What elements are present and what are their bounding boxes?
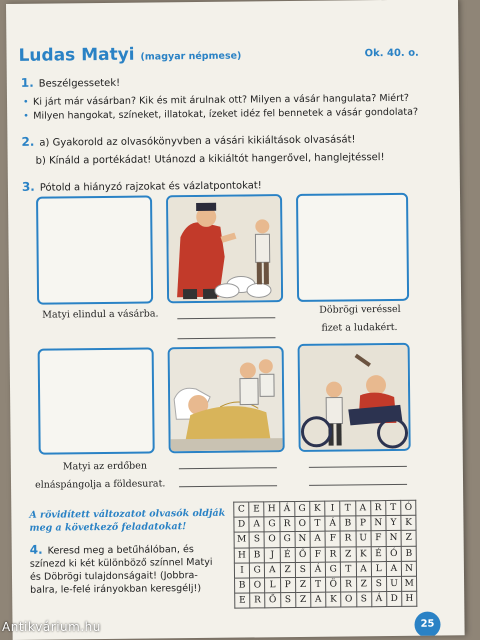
grid-cell[interactable]: Y	[386, 516, 401, 531]
drawing-box-3[interactable]	[296, 193, 409, 302]
grid-cell[interactable]: A	[265, 562, 280, 577]
grid-cell[interactable]: Ó	[386, 546, 401, 561]
caption-4a: Matyi az erdőben	[62, 460, 148, 473]
watermark: Antikvárium.hu	[2, 620, 101, 634]
grid-cell[interactable]: B	[249, 547, 264, 562]
page-number: 25	[414, 611, 440, 637]
caption-3a: Döbrögi veréssel	[319, 303, 401, 316]
grid-cell[interactable]: O	[295, 517, 310, 532]
grid-cell[interactable]: Z	[356, 577, 371, 592]
grid-cell[interactable]: U	[356, 531, 371, 546]
grid-cell[interactable]: Ő	[295, 547, 310, 562]
grid-cell[interactable]: K	[401, 515, 416, 530]
grid-cell[interactable]: R	[279, 517, 294, 532]
grid-cell[interactable]: U	[386, 576, 401, 591]
grid-cell[interactable]: Z	[401, 531, 416, 546]
grid-cell[interactable]: B	[401, 546, 416, 561]
task-2b: b) Kínáld a portékádat! Utánozd a kikiáltót hangerővel, hanglejtéssel!	[35, 152, 385, 167]
grid-cell[interactable]: T	[310, 577, 325, 592]
grid-cell[interactable]: Z	[295, 577, 310, 592]
grid-cell[interactable]: S	[249, 532, 264, 547]
grid-cell[interactable]: K	[310, 501, 325, 516]
grid-cell[interactable]: Á	[371, 592, 386, 607]
grid-cell[interactable]: Ő	[265, 593, 280, 608]
illustration-matyi-and-lord	[168, 196, 281, 301]
grid-cell[interactable]: L	[371, 561, 386, 576]
grid-cell[interactable]: O	[264, 532, 279, 547]
workbook-page	[6, 0, 465, 640]
illustration-box-2	[166, 194, 283, 303]
grid-cell[interactable]: M	[234, 532, 249, 547]
grid-cell[interactable]: N	[371, 516, 386, 531]
grid-cell[interactable]: R	[325, 547, 340, 562]
task-1-bullet-2: • Milyen hangokat, színeket, illatokat, ízeket idéz fel bennetek a vásár gondolata?	[33, 107, 418, 122]
grid-cell[interactable]: A	[355, 501, 370, 516]
grid-cell[interactable]: D	[234, 517, 249, 532]
caption-3b: fizet a ludakért.	[321, 321, 398, 334]
instruction-text: A rövidített változatot olvasók oldják meg a következő feladatokat!	[29, 507, 226, 534]
grid-cell[interactable]: J	[265, 547, 280, 562]
page-title: Ludas Matyi (magyar népmese)	[18, 44, 242, 66]
page-subtitle: (magyar népmese)	[140, 50, 242, 63]
caption-4b: elnáspángolja a földesurat.	[34, 478, 166, 491]
grid-cell[interactable]: P	[280, 577, 295, 592]
caption-1: Matyi elindul a vásárba.	[42, 308, 159, 321]
answer-line-2[interactable]	[178, 337, 276, 339]
grid-cell[interactable]: É	[280, 547, 295, 562]
grid-cell[interactable]: Z	[295, 592, 310, 607]
answer-line-5[interactable]	[309, 466, 407, 468]
grid-cell[interactable]: I	[234, 563, 249, 578]
grid-cell[interactable]: F	[310, 547, 325, 562]
grid-row	[235, 591, 417, 608]
grid-cell[interactable]: T	[340, 501, 355, 516]
grid-cell[interactable]: É	[371, 546, 386, 561]
grid-cell[interactable]: O	[250, 578, 265, 593]
grid-cell[interactable]: H	[264, 502, 279, 517]
grid-cell[interactable]: A	[386, 561, 401, 576]
grid-cell[interactable]: I	[325, 501, 340, 516]
grid-cell[interactable]: A	[356, 561, 371, 576]
illustration-box-6	[298, 343, 411, 452]
grid-cell[interactable]: C	[234, 502, 249, 517]
grid-cell[interactable]: T	[341, 562, 356, 577]
answer-line-4[interactable]	[179, 485, 277, 487]
grid-cell[interactable]: A	[310, 532, 325, 547]
grid-cell[interactable]: T	[310, 516, 325, 531]
grid-cell[interactable]: A	[311, 592, 326, 607]
grid-cell[interactable]: R	[250, 593, 265, 608]
answer-line-6[interactable]	[309, 484, 407, 486]
grid-cell[interactable]: G	[294, 501, 309, 516]
task-1: 1. Beszélgessetek!	[20, 75, 121, 90]
grid-cell[interactable]: L	[265, 578, 280, 593]
grid-cell[interactable]: Ö	[326, 577, 341, 592]
grid-cell[interactable]: K	[326, 592, 341, 607]
grid-cell[interactable]: H	[234, 548, 249, 563]
grid-cell[interactable]: N	[386, 531, 401, 546]
task-2a: 2. a) Gyakorold az olvasókönyvben a vásári kikiáltások olvasását!	[21, 134, 356, 149]
grid-cell[interactable]: A	[249, 517, 264, 532]
grid-cell[interactable]: Ó	[401, 500, 416, 515]
grid-cell[interactable]: F	[371, 531, 386, 546]
grid-cell[interactable]: T	[386, 500, 401, 515]
grid-cell[interactable]: D	[387, 592, 402, 607]
grid-cell[interactable]: B	[340, 516, 355, 531]
grid-cell[interactable]: Á	[325, 516, 340, 531]
grid-cell[interactable]: R	[340, 531, 355, 546]
grid-cell[interactable]: Z	[280, 562, 295, 577]
grid-cell[interactable]: E	[249, 502, 264, 517]
grid-cell[interactable]: Z	[341, 546, 356, 561]
grid-cell[interactable]: G	[325, 562, 340, 577]
illustration-box-5	[168, 346, 285, 453]
grid-cell[interactable]: S	[356, 592, 371, 607]
grid-cell[interactable]: G	[250, 563, 265, 578]
illustration-beating-scene	[300, 345, 409, 450]
grid-cell[interactable]: R	[370, 501, 385, 516]
grid-cell[interactable]: K	[356, 546, 371, 561]
task-1-bullet-1: • Ki járt már vásárban? Kik és mit árulnak ott? Milyen a vásár hangulata? Miért?	[33, 93, 409, 108]
grid-cell[interactable]: B	[235, 578, 250, 593]
grid-cell[interactable]: S	[295, 562, 310, 577]
grid-cell[interactable]: H	[402, 591, 417, 606]
grid-cell[interactable]: M	[402, 576, 417, 591]
grid-cell[interactable]: R	[341, 577, 356, 592]
task-3: 3. Pótold a hiányzó rajzokat és vázlatpontokat!	[21, 179, 262, 194]
grid-cell[interactable]: G	[280, 532, 295, 547]
drawing-box-4[interactable]	[38, 347, 155, 454]
grid-cell[interactable]: E	[235, 593, 250, 608]
grid-cell[interactable]: S	[371, 576, 386, 591]
grid-cell[interactable]: O	[341, 592, 356, 607]
grid-cell[interactable]: Á	[310, 562, 325, 577]
grid-cell[interactable]: N	[401, 561, 416, 576]
grid-cell[interactable]: P	[355, 516, 370, 531]
task-4: 4. Keresd meg a betűhálóban, és színezd ki két különböző színnel Matyi és Döbrögi tulajdonságait! (Jobbra-balra, le-felé irányokban keresgélj!)	[29, 542, 213, 596]
drawing-box-1[interactable]	[36, 195, 153, 304]
grid-cell[interactable]: Á	[279, 502, 294, 517]
reference-label: Ok. 40. o.	[364, 47, 419, 60]
answer-line-1[interactable]	[177, 317, 275, 319]
grid-cell[interactable]: G	[264, 517, 279, 532]
letter-grid[interactable]	[233, 500, 417, 609]
illustration-sick-lord	[170, 348, 283, 451]
grid-cell[interactable]: N	[295, 532, 310, 547]
grid-cell[interactable]: S	[280, 593, 295, 608]
answer-line-3[interactable]	[179, 467, 277, 469]
grid-cell[interactable]: F	[325, 531, 340, 546]
